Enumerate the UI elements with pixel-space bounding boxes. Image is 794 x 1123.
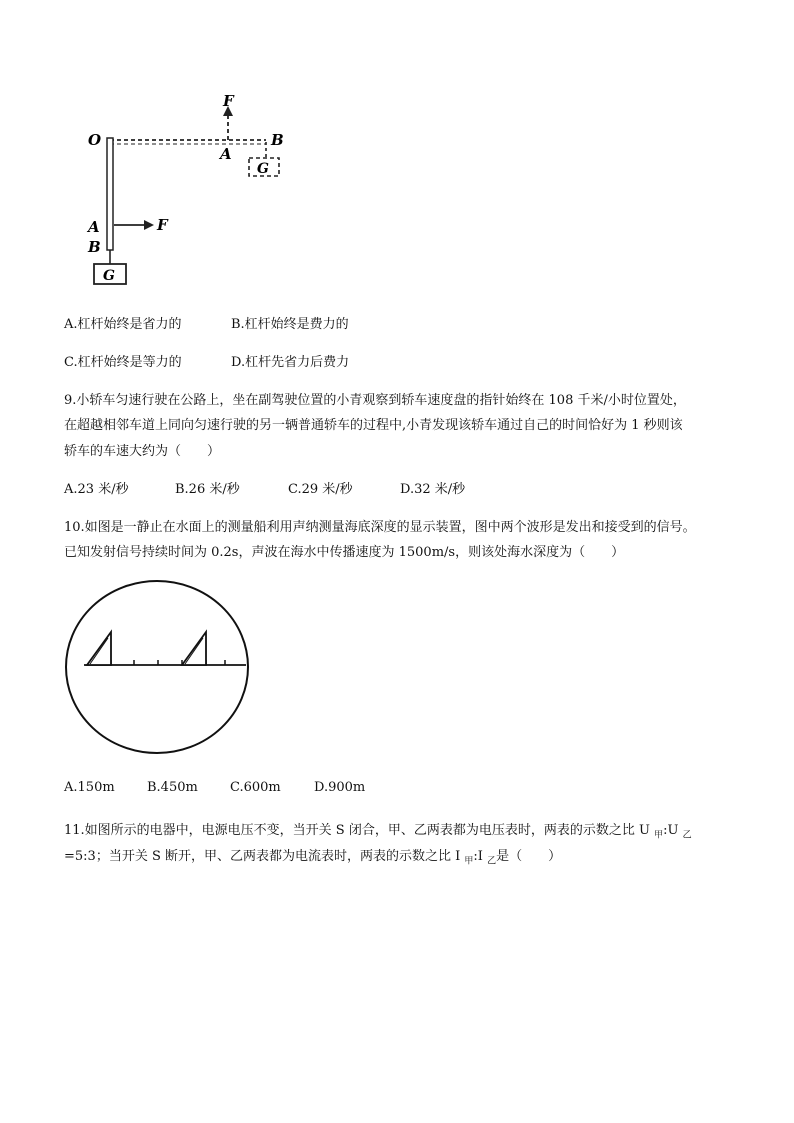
q9-option-a: A.23 米/秒 (64, 482, 129, 497)
q11-stem-line-1 (64, 819, 692, 841)
label-F-top: F (223, 92, 234, 110)
q9-option-d: D.32 米/秒 (400, 482, 466, 497)
label-O: O (88, 131, 102, 149)
label-F-left: F (157, 216, 168, 234)
q11-line2-text: =5:3；当开关 S 断开，甲、乙两表都为电流表时，两表的示数之比 I (64, 849, 465, 864)
q10-option-c: C.600m (230, 780, 281, 795)
q11-line2-mid: :I (473, 849, 488, 864)
q11-line2-sub-jia: 甲 (464, 856, 474, 867)
label-B-left: B (88, 238, 101, 256)
q10-option-a: A.150m (64, 780, 115, 795)
lever-diagram (80, 92, 290, 288)
q9-option-c: C.29 米/秒 (288, 482, 353, 497)
label-B-right: B (271, 131, 284, 149)
q8-option-c: C.杠杆始终是等力的 (64, 355, 182, 370)
q11-line1-sub-jia: 甲 (654, 830, 664, 841)
q11-line1-sub-yi: 乙 (682, 830, 692, 841)
q9-stem-line-3: 轿车的车速大约为（ ） (64, 444, 221, 459)
q11-line2-end: 是（ ） (496, 849, 562, 864)
q10-stem-line-1: 10.如图是一静止在水面上的测量船利用声纳测量海底深度的显示装置，图中两个波形是发出和接受到的信号。 (64, 520, 696, 535)
q10-stem-line-2: 已知发射信号持续时间为 0.2s，声波在海水中传播速度为 1500m/s，则该处海水深度为（ ） (64, 545, 625, 560)
label-A-left: A (88, 218, 100, 236)
q9-stem-line-1: 9.小轿车匀速行驶在公路上，坐在副驾驶位置的小青观察到轿车速度盘的指针始终在 108 千米/小时位置处， (64, 393, 686, 408)
q10-option-b: B.450m (147, 780, 198, 795)
sonar-display-diagram (62, 578, 252, 756)
label-G-right: G (257, 161, 269, 177)
q11-line1-text: 11.如图所示的电器中，电源电压不变，当开关 S 闭合，甲、乙两表都为电压表时，两表的示数之比 U (64, 823, 655, 838)
label-G-bottom: G (103, 268, 115, 284)
force-arrowhead-left (144, 220, 154, 230)
q8-option-b: B.杠杆始终是费力的 (231, 317, 349, 332)
display-circle (66, 581, 248, 753)
q9-stem-line-2: 在超越相邻车道上同向匀速行驶的另一辆普通轿车的过程中,小青发现该轿车通过自己的时间恰好为 1 秒则该 (64, 418, 683, 433)
q11-line2-sub-yi: 乙 (487, 856, 497, 867)
q11-stem-line-2 (64, 845, 561, 867)
q11-line1-mid: :U (663, 823, 683, 838)
q8-option-d: D.杠杆先省力后费力 (231, 355, 350, 370)
q9-option-b: B.26 米/秒 (175, 482, 240, 497)
q8-option-a: A.杠杆始终是省力的 (64, 317, 182, 332)
label-A-right: A (220, 145, 232, 163)
solid-lever-vertical (107, 138, 113, 250)
q10-option-d: D.900m (314, 780, 366, 795)
